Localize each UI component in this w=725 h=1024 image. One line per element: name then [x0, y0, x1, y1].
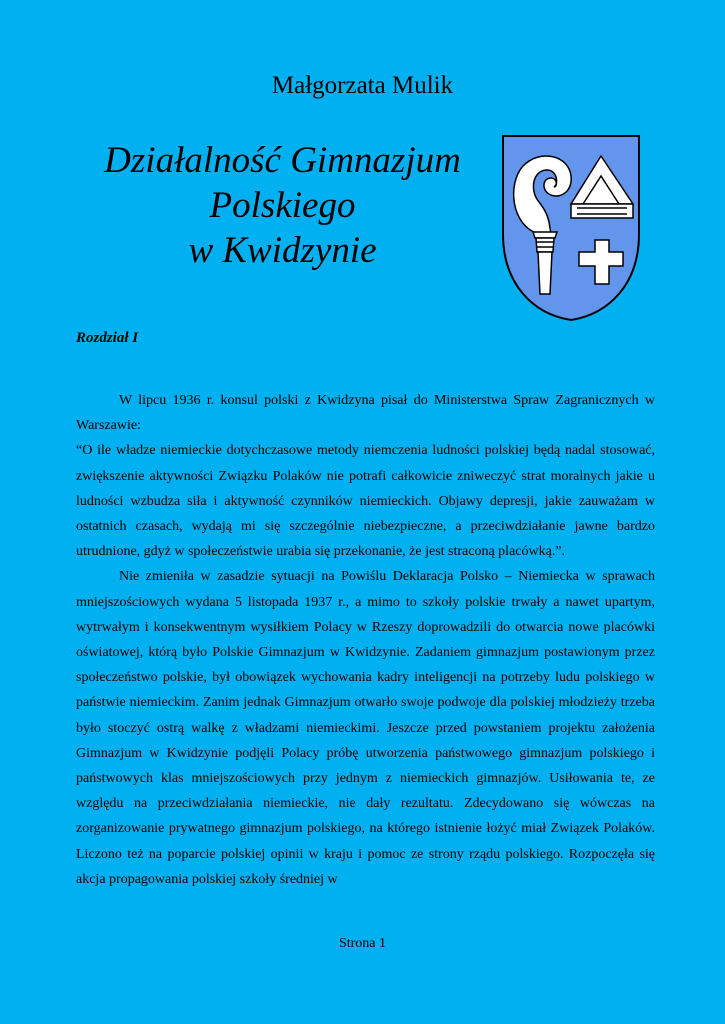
paragraph-3: Nie zmieniła w zasadzie sytuacji na Powiślu Deklaracja Polsko – Niemiecka w sprawach mniejszościowych wydana 5 listopada 1937 r., a mimo to szkoły polskie trwały a nawet upartym, wytrwałym i konsekwentnym wysiłkiem Polacy w Rzeszy doprowadzili do otwarcia nowe placówki oświatowej, którą było Polskie Gimnazjum w Kwidzynie. Zadaniem gimnazjum postawionym przez społeczeństwo polskie, był obowiązek wychowania kadry inteligencji na potrzeby ludu polskiego w państwie niemieckim. Zanim jednak Gimnazjum otwarło swoje podwoje dla polskiej młodzieży trzeba było stoczyć ostrą walkę z władzami niemieckimi. Jeszcze przed powstaniem projektu założenia Gimnazjum w Kwidzynie podjęli Polacy próbę utworzenia państwowego gimnazjum polskiego i państwowych klas mniejszościowych przy jednym z niemieckich gimnazjów. Usiłowania te, ze względu na przeciwdziałania niemieckie, nie dały rezultatu. Zdecydowano się wówczas na zorganizowanie prywatnego gimnazjum polskiego, na którego istnienie łożyć miał Związek Polaków. Liczono też na poparcie polskiej opinii w kraju i pomoc ze strony rządu polskiego. Rozpoczęła się akcja propagowania polskiej szkoły średniej w	[76, 569, 655, 887]
coat-of-arms-icon	[501, 134, 641, 322]
title-line-2: Polskiego	[209, 185, 356, 226]
page-footer: Strona 1	[338, 936, 387, 951]
document-title	[60, 138, 505, 273]
paragraph-2-quote: “O ile władze niemieckie dotychczasowe metody niemczenia ludności polskiej będą nadal stosować, zwiększenie aktywności Związku Polaków nie potrafi całkowicie zniweczyć strat moralnych jakie u ludności wzbudza siła i aktywność czynników niemieckich. Objawy depresji, jakie zauważam w ostatnich czasach, wydają mi się szczególnie niebezpieczne, a przeciwdziałanie jawne bardzo utrudnione, gdyż w społeczeństwie urabia się przekonanie, że jest straconą placówką.”.	[76, 443, 655, 560]
shield-shape	[503, 136, 639, 320]
author-name: Małgorzata Mulik	[271, 72, 454, 99]
body-text	[76, 388, 655, 892]
paragraph-1: W lipcu 1936 r. konsul polski z Kwidzyna pisał do Ministerstwa Spraw Zagranicznych w Warszawie:	[76, 393, 655, 434]
title-line-3: w Kwidzynie	[188, 230, 377, 271]
title-line-1: Działalność Gimnazjum	[104, 140, 461, 181]
chapter-heading: Rozdział I	[76, 330, 139, 346]
